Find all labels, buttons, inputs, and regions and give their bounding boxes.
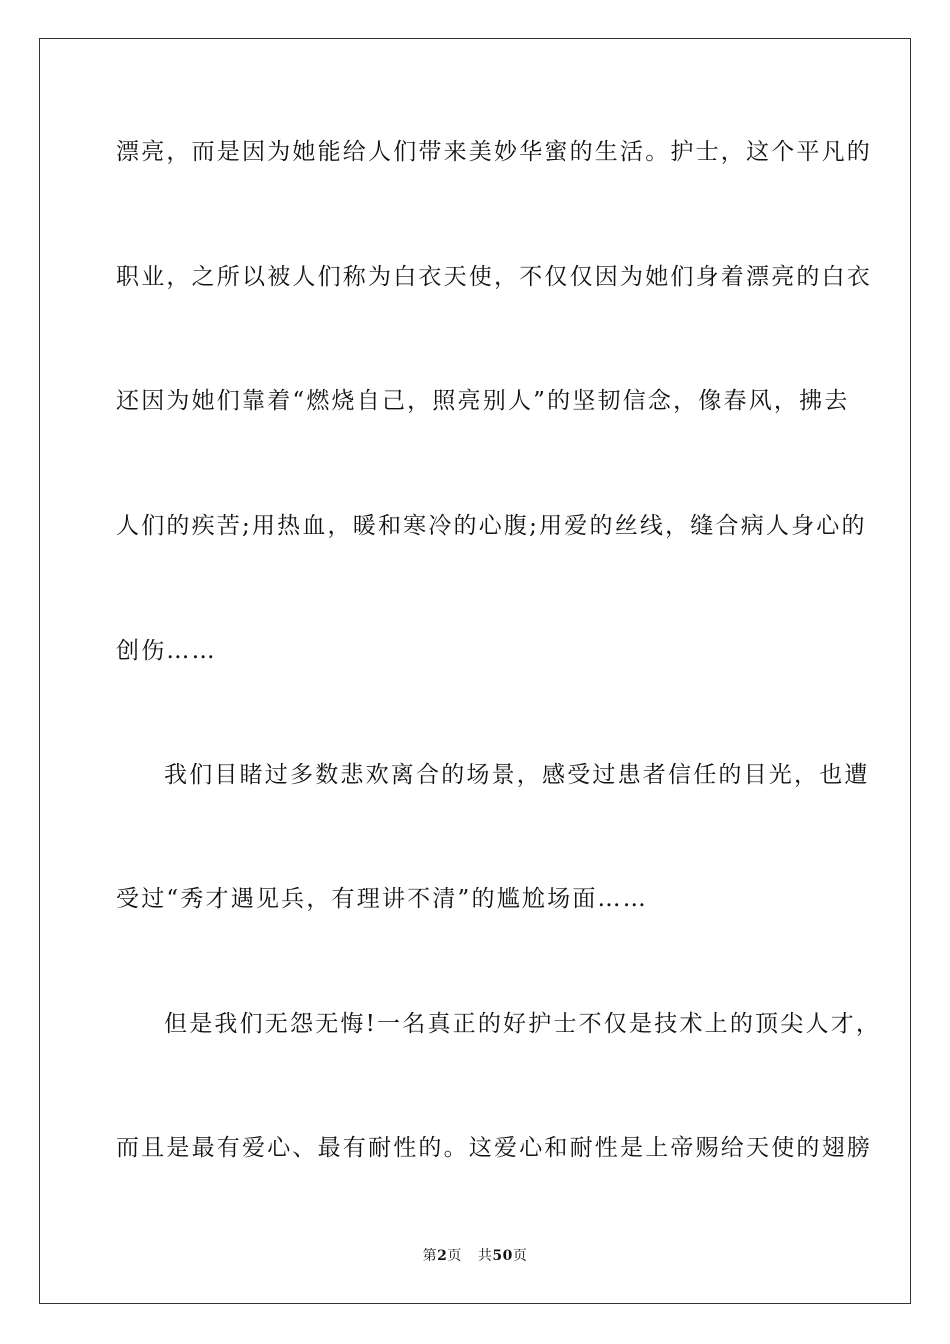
total-suffix: 页	[512, 1248, 528, 1264]
page-border	[39, 38, 911, 1304]
page-footer	[0, 1247, 950, 1265]
text-line-9: 而且是最有爱心、最有耐性的。这爱心和耐性是上帝赐给天使的翅膀	[116, 1135, 872, 1161]
text-line-1: 漂亮，而是因为她能给人们带来美妙华蜜的生活。护士，这个平凡的	[116, 139, 872, 165]
page-number: 2	[437, 1248, 448, 1264]
page-suffix: 页	[447, 1248, 462, 1264]
page-prefix: 第	[422, 1248, 438, 1264]
text-line-8: 但是我们无怨无悔!一名真正的好护士不仅是技术上的顶尖人才，	[164, 1011, 882, 1037]
total-prefix: 共	[477, 1248, 493, 1264]
text-line-2: 职业，之所以被人们称为白衣天使，不仅仅因为她们身着漂亮的白衣	[116, 264, 872, 290]
text-line-4: 人们的疾苦;用热血，暖和寒冷的心腹;用爱的丝线，缝合病人身心的	[116, 513, 867, 539]
text-line-5: 创伤……	[116, 638, 217, 664]
text-line-6: 我们目睹过多数悲欢离合的场景，感受过患者信任的目光，也遭	[164, 762, 870, 788]
text-line-7: 受过“秀才遇见兵，有理讲不清”的尴尬场面……	[116, 886, 648, 912]
text-line-3: 还因为她们靠着“燃烧自己，照亮别人”的坚韧信念，像春风，拂去	[116, 388, 850, 414]
total-pages: 50	[492, 1248, 513, 1264]
